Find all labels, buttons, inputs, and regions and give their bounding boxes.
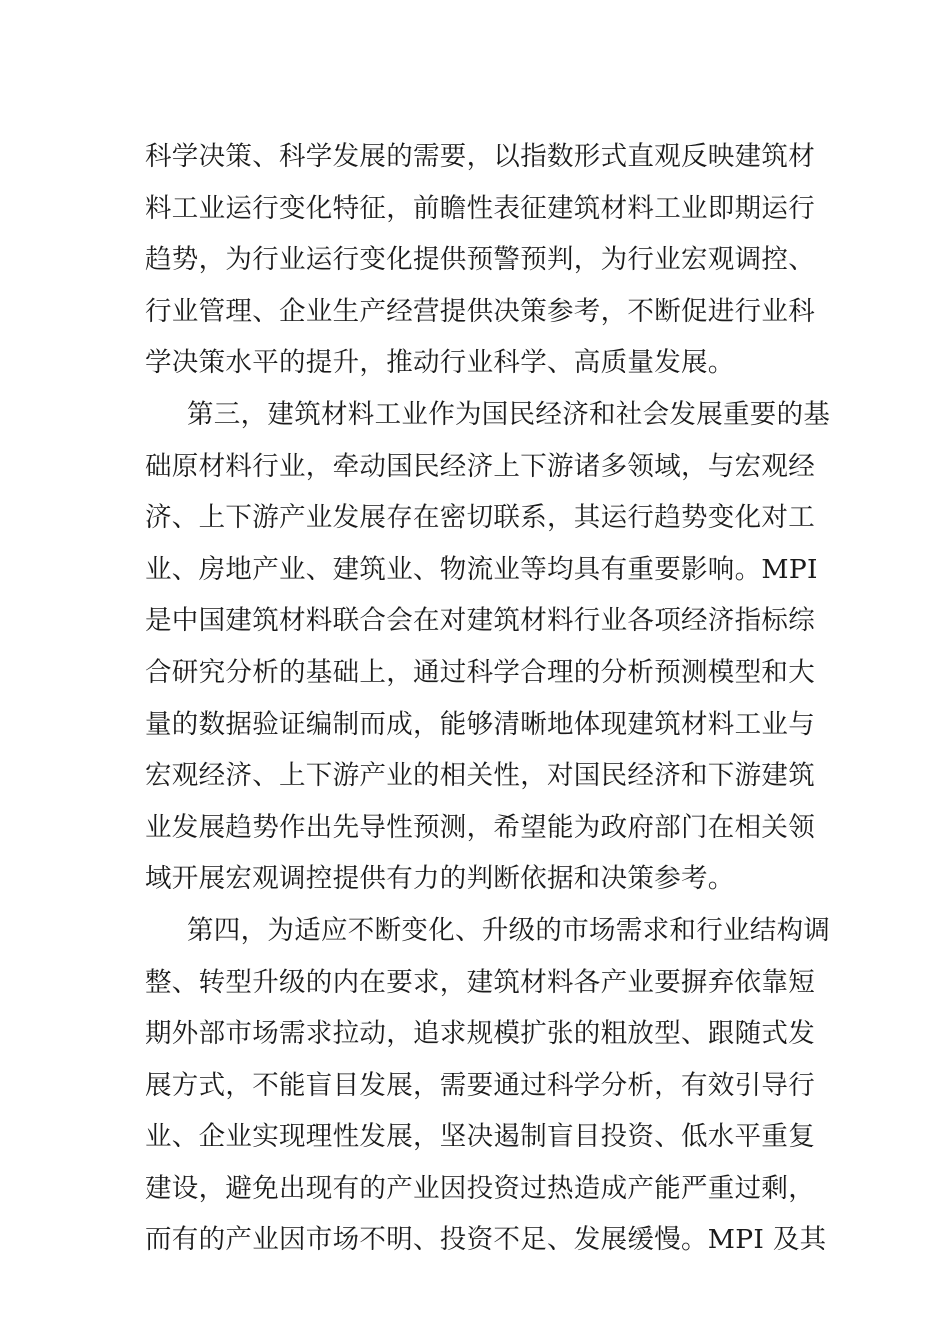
text-line: 济、上下游产业发展存在密切联系，其运行趋势变化对工 xyxy=(145,502,815,534)
text-line: 业、房地产业、建筑业、物流业等均具有重要影响。MPI xyxy=(145,553,818,585)
text-line: 展方式，不能盲目发展，需要通过科学分析，有效引导行 xyxy=(145,1069,815,1101)
text-line: 宏观经济、上下游产业的相关性，对国民经济和下游建筑 xyxy=(145,760,815,792)
text-line: 量的数据验证编制而成，能够清晰地体现建筑材料工业与 xyxy=(145,708,815,740)
text-line: 础原材料行业，牵动国民经济上下游诸多领域，与宏观经 xyxy=(145,450,815,482)
text-line: 科学决策、科学发展的需要，以指数形式直观反映建筑材 xyxy=(145,141,815,172)
text-line: 是中国建筑材料联合会在对建筑材料行业各项经济指标综 xyxy=(145,605,815,637)
text-line: 合研究分析的基础上，通过科学合理的分析预测模型和大 xyxy=(145,656,815,688)
text-line: 趋势，为行业运行变化提供预警预判，为行业宏观调控、 xyxy=(145,244,815,276)
text-line: 业发展趋势作出先导性预测，希望能为政府部门在相关领 xyxy=(145,811,815,843)
text-line: 学决策水平的提升，推动行业科学、高质量发展。 xyxy=(145,347,735,379)
text-line: 业、企业实现理性发展，坚决遏制盲目投资、低水平重复 xyxy=(145,1121,815,1153)
body-text xyxy=(145,131,831,1266)
text-line: 期外部市场需求拉动，追求规模扩张的粗放型、跟随式发 xyxy=(145,1018,815,1050)
text-line: 行业管理、企业生产经营提供决策参考，不断促进行业科 xyxy=(145,295,815,327)
text-line: 域开展宏观调控提供有力的判断依据和决策参考。 xyxy=(145,863,735,895)
text-line: 而有的产业因市场不明、投资不足、发展缓慢。MPI 及其 xyxy=(145,1224,827,1256)
text-line: 建设，避免出现有的产业因投资过热造成产能严重过剩， xyxy=(145,1172,815,1204)
paragraph-first-line: 第四，为适应不断变化、升级的市场需求和行业结构调 xyxy=(187,914,831,946)
text-line: 料工业运行变化特征，前瞻性表征建筑材料工业即期运行 xyxy=(145,192,815,224)
text-line: 整、转型升级的内在要求，建筑材料各产业要摒弃依靠短 xyxy=(145,966,815,998)
paragraph-first-line: 第三，建筑材料工业作为国民经济和社会发展重要的基 xyxy=(187,398,831,430)
